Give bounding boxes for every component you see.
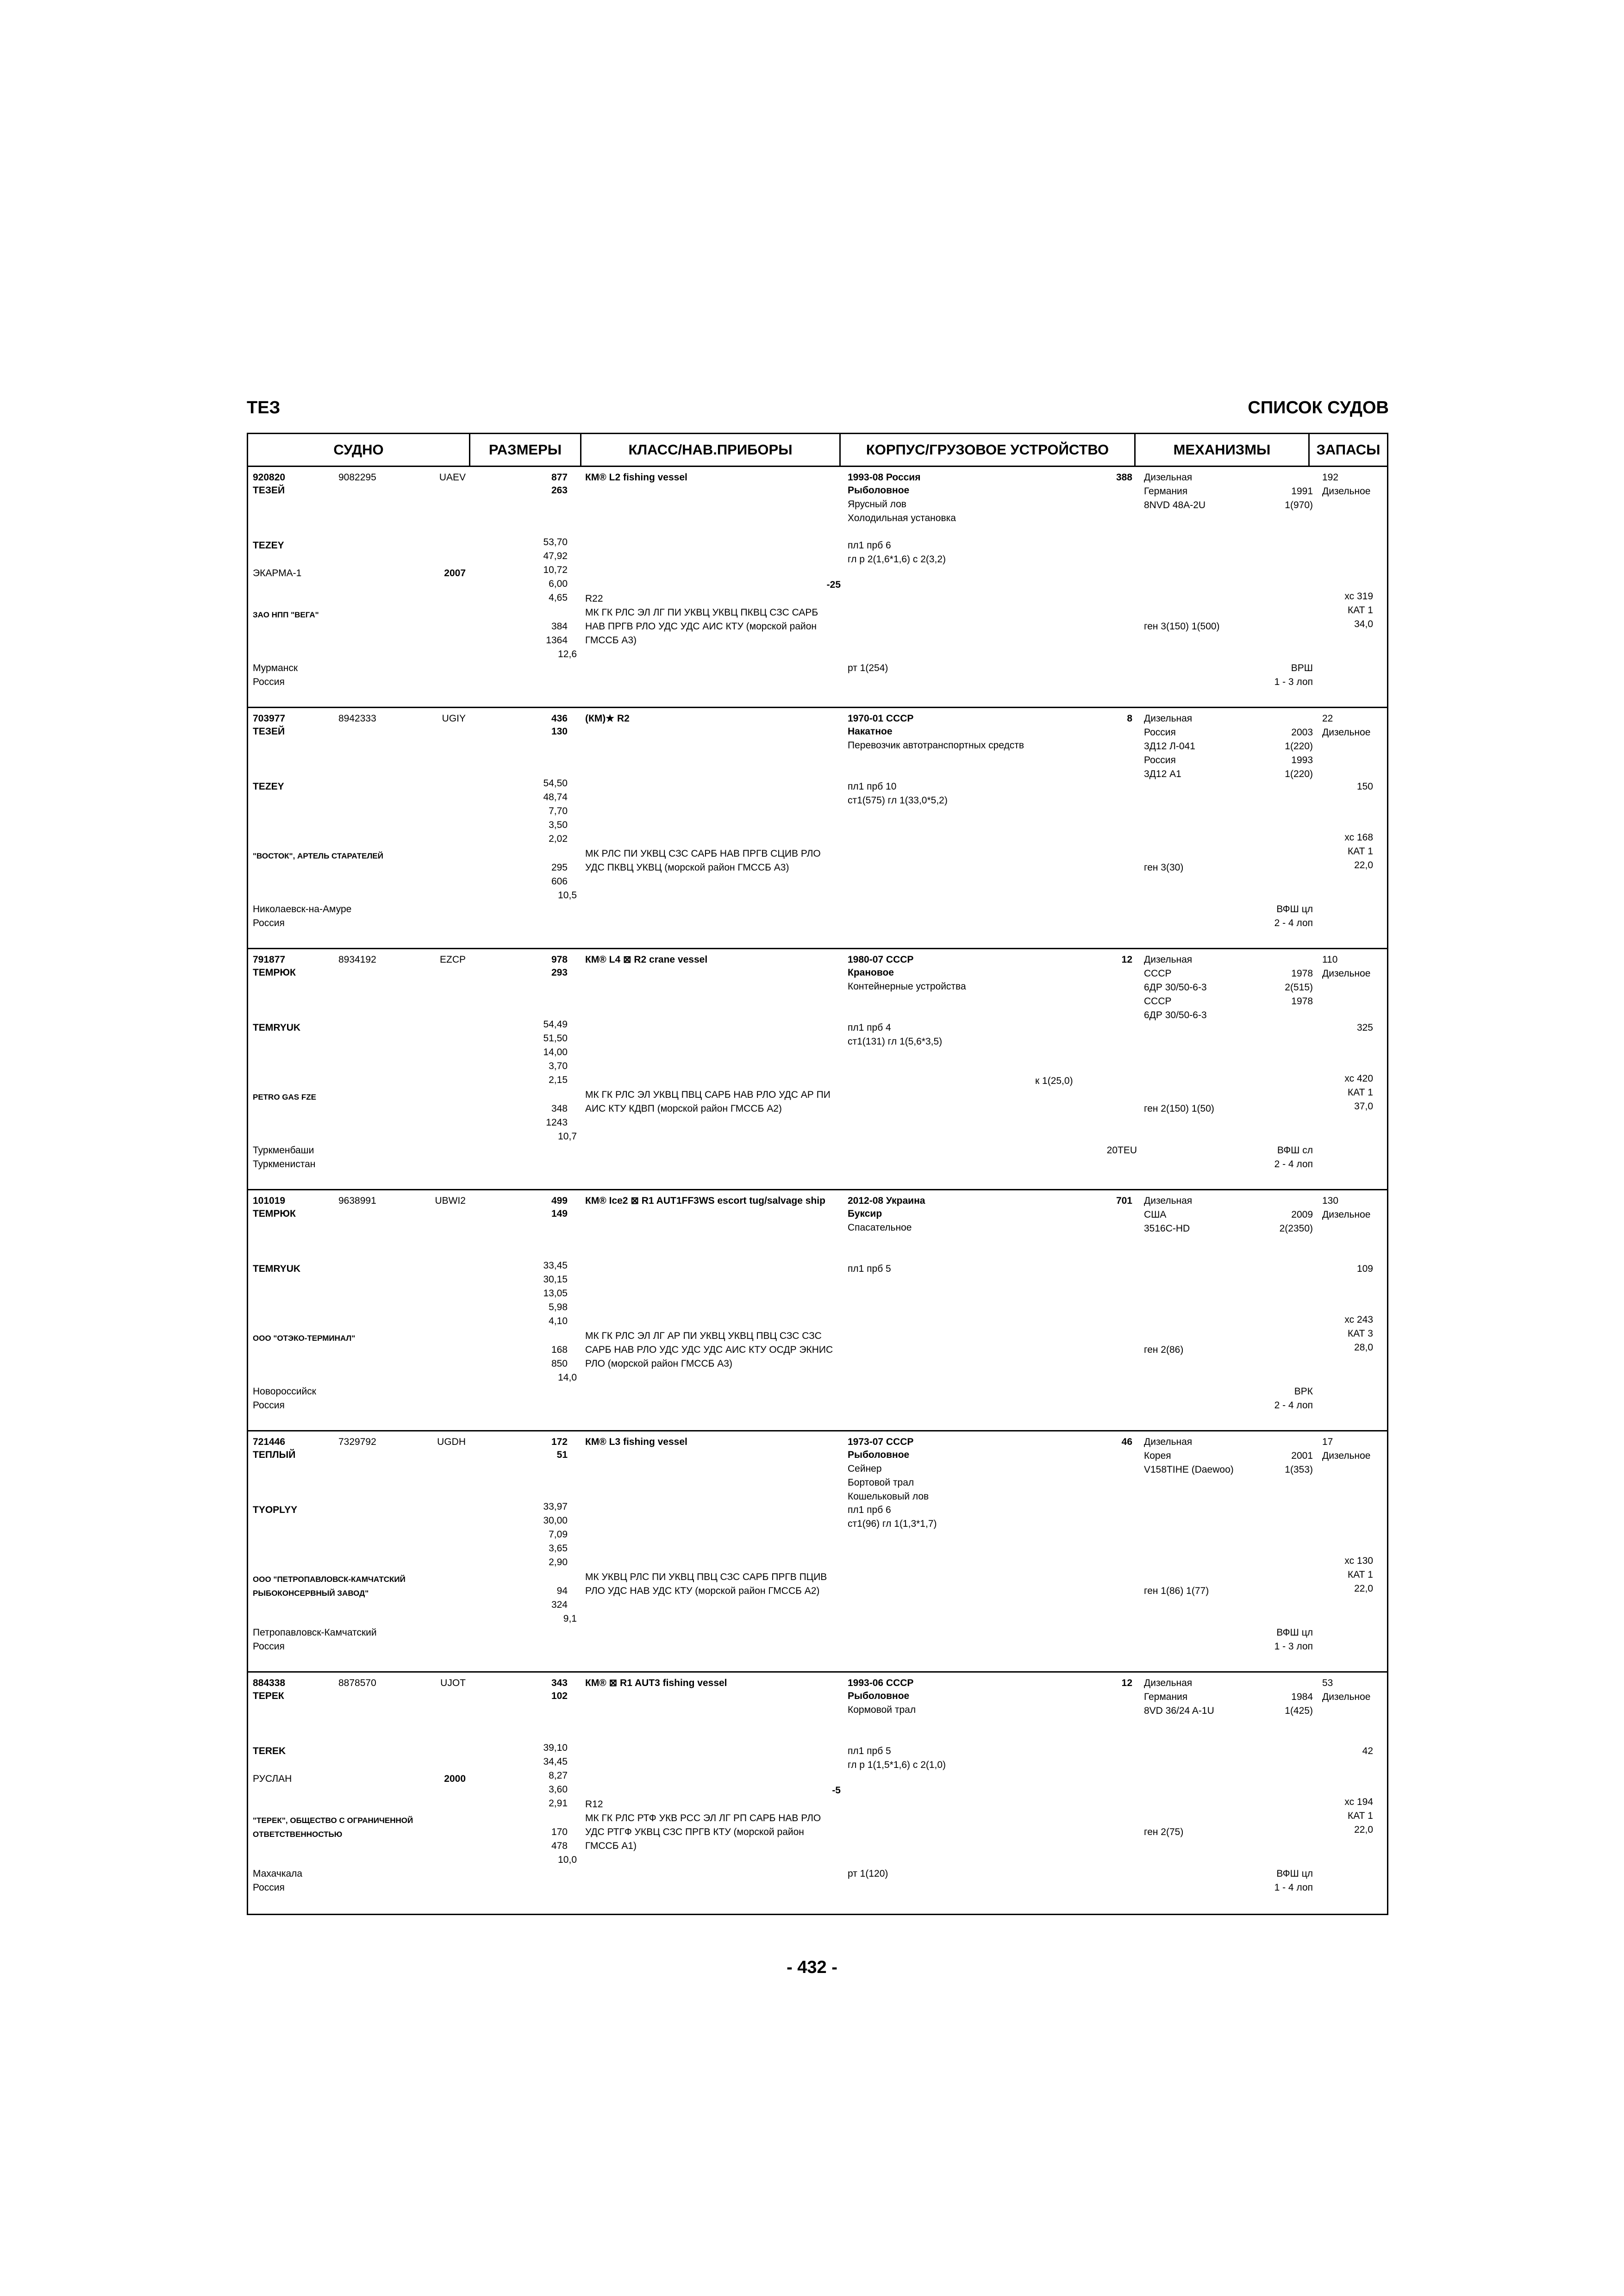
hull-number: 12 — [1121, 1678, 1132, 1688]
owner: PETRO GAS FZE — [253, 1093, 316, 1101]
owner: ООО "ПЕТРОПАВЛОВСК-КАМЧАТСКИЙ РЫБОКОНСЕРВНЫЙ ЗАВОД" — [253, 1575, 406, 1598]
dimension-value: 3,70 — [549, 1061, 568, 1071]
gross-tonnage: 978 — [551, 954, 568, 965]
dimension-value: 2,02 — [549, 834, 568, 844]
vessel-name: ТЕЗЕЙ — [253, 485, 285, 496]
hull-type-line: Накатное — [848, 726, 893, 737]
stock-line: Дизельное — [1322, 727, 1371, 738]
hull-number: 12 — [1121, 954, 1132, 965]
engine-line: Дизельная — [1144, 713, 1193, 724]
hull-number: 701 — [1116, 1195, 1132, 1206]
engine-line: Корея — [1144, 1450, 1171, 1461]
hull-type-line: Холодильная установка — [848, 513, 956, 523]
hull-equipment: пл1 прб 4 — [848, 1022, 891, 1033]
stock-line: 17 — [1322, 1437, 1333, 1447]
stock-line: 130 — [1322, 1195, 1339, 1206]
capacity-value: 384 — [551, 621, 568, 632]
hull-build-info: 1973-07 СССР — [848, 1437, 914, 1447]
stock-lower-line: КАТ 1 — [1348, 1569, 1373, 1580]
capacity-value: 10,5 — [558, 890, 577, 901]
stock-line: Дизельное — [1322, 1209, 1371, 1220]
stock-lower-line: хс 194 — [1344, 1797, 1373, 1807]
propeller-type: ВФШ цл — [1276, 1868, 1313, 1879]
imo-number: 8878570 — [338, 1678, 376, 1688]
capacity-value: 168 — [551, 1344, 568, 1355]
propeller-type: ВРК — [1294, 1386, 1313, 1397]
dimension-value: 53,70 — [543, 537, 568, 548]
class-mid-notation: R22 — [585, 593, 603, 604]
page-number: - 432 - — [787, 1958, 837, 1977]
engine-line: 3516C-HD — [1144, 1223, 1190, 1234]
engine-detail: 2(2350) — [1279, 1223, 1313, 1234]
engine-line: Россия — [1144, 727, 1176, 738]
hull-build-info: 1980-07 СССР — [848, 954, 914, 965]
imo-number: 9638991 — [338, 1195, 376, 1206]
dimension-value: 2,15 — [549, 1075, 568, 1085]
column-header-vessel: СУДНО — [248, 434, 470, 466]
dimension-value: 5,98 — [549, 1302, 568, 1313]
hull-type-line: Бортовой трал — [848, 1477, 914, 1488]
capacity-value: 324 — [551, 1599, 568, 1610]
dimension-value: 8,27 — [549, 1770, 568, 1781]
engine-detail: 1991 — [1291, 486, 1313, 497]
dimension-value: 48,74 — [543, 792, 568, 803]
dimension-value: 14,00 — [543, 1047, 568, 1058]
net-tonnage: 149 — [551, 1208, 568, 1219]
propeller-blades: 1 - 4 лоп — [1274, 1882, 1313, 1893]
hull-number: 46 — [1121, 1437, 1132, 1447]
capacity-value: 10,0 — [558, 1854, 577, 1865]
propeller-type: ВРШ — [1291, 663, 1313, 673]
hull-number: 388 — [1116, 472, 1132, 483]
flag-country: Россия — [253, 677, 285, 687]
dimension-value: 3,50 — [549, 820, 568, 830]
stock-line: 53 — [1322, 1678, 1333, 1688]
engine-line: СССР — [1144, 996, 1172, 1007]
nav-equipment: МК ГК РЛС РТФ УКВ РСС ЭЛ ЛГ РП САРБ НАВ РЛО УДС РТГФ УКВЦ СЗС ПРГВ КТУ (морской район ГМССБ А1) — [585, 1813, 821, 1851]
hull-type-line: Спасательное — [848, 1222, 912, 1233]
dimension-value: 33,97 — [543, 1501, 568, 1512]
dimension-value: 2,91 — [549, 1798, 568, 1809]
owner: ЗАО НПП "ВЕГА" — [253, 610, 319, 619]
hull-equipment-detail: гл р 2(1,6*1,6) с 2(3,2) — [848, 554, 946, 565]
engine-line: Дизельная — [1144, 472, 1193, 483]
hull-equipment-detail: ст1(575) гл 1(33,0*5,2) — [848, 795, 948, 806]
hull-equipment: пл1 прб 10 — [848, 781, 897, 792]
dimension-value: 13,05 — [543, 1288, 568, 1299]
owner: "ТЕРЕК", ОБЩЕСТВО С ОГРАНИЧЕННОЙ ОТВЕТСТВЕННОСТЬЮ — [253, 1816, 413, 1839]
vessel-name-latin: TEZEY — [253, 540, 284, 551]
engine-line: 3Д12 А1 — [1144, 769, 1181, 779]
flag-country: Россия — [253, 1641, 285, 1652]
dimension-value: 4,10 — [549, 1316, 568, 1326]
dimension-value: 7,70 — [549, 806, 568, 816]
home-port: Петропавловск-Камчатский — [253, 1627, 377, 1638]
capacity-value: 1243 — [546, 1117, 568, 1128]
vessel-record — [248, 949, 1387, 1190]
capacity-value: 9,1 — [563, 1613, 577, 1624]
stock-line: Дизельное — [1322, 486, 1371, 497]
dimension-value: 10,72 — [543, 565, 568, 575]
call-sign: EZCP — [439, 954, 466, 965]
flag-country: Россия — [253, 1882, 285, 1893]
hull-type-line: Кошельковый лов — [848, 1491, 929, 1502]
ship-registry-table — [247, 433, 1388, 1915]
vessel-record — [248, 708, 1387, 949]
call-sign: UGIY — [442, 713, 466, 724]
class-notation: КМ® Ice2 ⊠ R1 AUT1FF3WS escort tug/salvage ship — [585, 1195, 825, 1206]
imo-number: 9082295 — [338, 472, 376, 483]
container-capacity: 20TEU — [1106, 1145, 1137, 1156]
hull-type-line: Крановое — [848, 967, 894, 978]
vessel-name: ТЕМРЮК — [253, 967, 296, 978]
propeller-blades: 1 - 3 лоп — [1274, 1641, 1313, 1652]
dimension-value: 6,00 — [549, 579, 568, 589]
vessel-name-latin: TYOPLYY — [253, 1505, 298, 1515]
engine-line: 3Д12 Л-041 — [1144, 741, 1195, 752]
vessel-record — [248, 1673, 1387, 1914]
dimension-value: 30,15 — [543, 1274, 568, 1285]
dimension-value: 7,09 — [549, 1529, 568, 1540]
stock-capacity: 150 — [1356, 781, 1373, 792]
stock-lower-line: 22,0 — [1354, 860, 1373, 871]
dimension-value: 2,90 — [549, 1557, 568, 1568]
engine-detail: 2(515) — [1285, 982, 1313, 993]
column-header-class: КЛАСС/НАВ.ПРИБОРЫ — [581, 434, 841, 466]
column-header-hull: КОРПУС/ГРУЗОВОЕ УСТРОЙСТВО — [841, 434, 1136, 466]
hull-type-line: Сейнер — [848, 1463, 882, 1474]
engine-line: Дизельная — [1144, 1678, 1193, 1688]
gross-tonnage: 343 — [551, 1678, 568, 1688]
capacity-value: 478 — [551, 1841, 568, 1851]
nav-equipment: МК ГК РЛС ЭЛ ЛГ ПИ УКВЦ УКВЦ ПКВЦ СЗС САРБ НАВ ПРГВ РЛО УДС УДС АИС КТУ (морской район ГМССБ А3) — [585, 607, 818, 646]
owner: "ВОСТОК", АРТЕЛЬ СТАРАТЕЛЕЙ — [253, 852, 383, 860]
engine-detail: 1(220) — [1285, 769, 1313, 779]
vessel-record — [248, 467, 1387, 708]
hull-number: 8 — [1127, 713, 1132, 724]
stock-lower-line: КАТ 1 — [1348, 605, 1373, 616]
engine-line: Россия — [1144, 755, 1176, 765]
engine-line: СССР — [1144, 968, 1172, 979]
call-sign: UBWI2 — [435, 1195, 466, 1206]
capacity-value: 12,6 — [558, 649, 577, 660]
vessel-name-latin: TEZEY — [253, 781, 284, 792]
vessel-record — [248, 1190, 1387, 1431]
dimension-value: 33,45 — [543, 1260, 568, 1271]
class-notation: КМ® ⊠ R1 AUT3 fishing vessel — [585, 1678, 727, 1688]
table-header — [248, 434, 1387, 467]
registry-number: 884338 — [253, 1678, 286, 1688]
vessel-name: ТЕЗЕЙ — [253, 726, 285, 737]
engine-detail: 1978 — [1291, 968, 1313, 979]
stock-line: 192 — [1322, 472, 1339, 483]
capacity-value: 1364 — [546, 635, 568, 646]
home-port: Туркменбаши — [253, 1145, 314, 1156]
vessel-name-latin: TEREK — [253, 1746, 286, 1756]
former-name-year: 2000 — [444, 1773, 466, 1784]
owner: ООО "ОТЭКО-ТЕРМИНАЛ" — [253, 1334, 356, 1343]
propeller-blades: 2 - 4 лоп — [1274, 918, 1313, 928]
flag-country: Россия — [253, 1400, 285, 1411]
dimension-value: 34,45 — [543, 1756, 568, 1767]
imo-number: 7329792 — [338, 1437, 376, 1447]
class-notation: КМ® L4 ⊠ R2 crane vessel — [585, 954, 708, 965]
capacity-value: 170 — [551, 1827, 568, 1837]
dimension-value: 47,92 — [543, 551, 568, 561]
engine-line: V158TIHE (Daewoo) — [1144, 1464, 1234, 1475]
dimension-value: 51,50 — [543, 1033, 568, 1044]
imo-number: 8942333 — [338, 713, 376, 724]
hull-type-line: Рыболовное — [848, 485, 910, 496]
dimension-value: 4,65 — [549, 592, 568, 603]
hull-type-line: Контейнерные устройства — [848, 981, 966, 992]
nav-equipment: МК УКВЦ РЛС ПИ УКВЦ ПВЦ СЗС САРБ ПРГВ ПЦИВ РЛО УДС НАВ УДС КТУ (морской район ГМССБ А2) — [585, 1572, 827, 1596]
gross-tonnage: 436 — [551, 713, 568, 724]
net-tonnage: 263 — [551, 485, 568, 496]
registry-number: 101019 — [253, 1195, 286, 1206]
hull-type-line: Кормовой трал — [848, 1705, 916, 1715]
stock-lower-line: 22,0 — [1354, 1824, 1373, 1835]
class-reg-offset: -25 — [826, 579, 841, 590]
vessel-name-latin: TEMRYUK — [253, 1022, 301, 1033]
column-header-machinery: МЕХАНИЗМЫ — [1136, 434, 1310, 466]
propeller-blades: 1 - 3 лоп — [1274, 677, 1313, 687]
hull-type-line: Рыболовное — [848, 1691, 910, 1701]
class-mid-notation: R12 — [585, 1799, 603, 1810]
dimension-value: 54,49 — [543, 1019, 568, 1030]
page-header-right: СПИСОК СУДОВ — [1248, 398, 1389, 417]
engine-line: Германия — [1144, 486, 1188, 497]
vessel-name: ТЕРЕК — [253, 1691, 284, 1701]
gross-tonnage: 499 — [551, 1195, 568, 1206]
hull-type-line: Рыболовное — [848, 1450, 910, 1460]
class-notation: (КМ)★ R2 — [585, 713, 630, 724]
hull-type-line: Перевозчик автотранспортных средств — [848, 740, 1024, 751]
generator-info: ген 2(150) 1(50) — [1144, 1103, 1214, 1114]
engine-line: 6ДР 30/50-6-3 — [1144, 1010, 1207, 1020]
dimension-value: 3,65 — [549, 1543, 568, 1554]
generator-info: ген 1(86) 1(77) — [1144, 1586, 1209, 1596]
engine-line: 8VD 36/24 A-1U — [1144, 1705, 1214, 1716]
stock-line: 110 — [1322, 954, 1338, 965]
engine-detail: 2001 — [1291, 1450, 1313, 1461]
hull-type-line: Буксир — [848, 1208, 882, 1219]
class-reg-offset: -5 — [832, 1785, 841, 1796]
stock-lower-line: хс 420 — [1344, 1073, 1373, 1084]
net-tonnage: 102 — [551, 1691, 568, 1701]
stock-line: Дизельное — [1322, 1692, 1371, 1702]
generator-info: ген 3(150) 1(500) — [1144, 621, 1220, 632]
registry-number: 721446 — [253, 1437, 286, 1447]
engine-line: 8NVD 48A-2U — [1144, 500, 1206, 510]
hull-equipment-detail: гл р 1(1,5*1,6) с 2(1,0) — [848, 1760, 946, 1770]
hull-bottom-equipment: рт 1(120) — [848, 1868, 888, 1879]
propeller-type: ВФШ цл — [1276, 1627, 1313, 1638]
class-notation: КМ® L3 fishing vessel — [585, 1437, 687, 1447]
stock-line: Дизельное — [1322, 968, 1371, 979]
engine-detail: 1(353) — [1285, 1464, 1313, 1475]
gross-tonnage: 877 — [551, 472, 568, 483]
home-port: Мурманск — [253, 663, 298, 673]
records-body — [248, 467, 1387, 1914]
stock-capacity: 325 — [1356, 1022, 1373, 1033]
engine-line: Германия — [1144, 1692, 1188, 1702]
dimension-value: 39,10 — [543, 1742, 568, 1753]
hull-build-info: 2012-08 Украина — [848, 1195, 925, 1206]
imo-number: 8934192 — [338, 954, 376, 965]
stock-lower-line: хс 130 — [1344, 1556, 1373, 1566]
nav-equipment: МК ГК РЛС ЭЛ ЛГ АР ПИ УКВЦ УКВЦ ПВЦ СЗС СЗС САРБ НАВ РЛО УДС УДС УДС АИС КТУ ОСДР ЭКНИС РЛО (морской район ГМССБ А3) — [585, 1331, 833, 1369]
hull-equipment-detail: ст1(96) гл 1(1,3*1,7) — [848, 1518, 937, 1529]
registry-number: 791877 — [253, 954, 286, 965]
engine-detail: 2003 — [1291, 727, 1313, 738]
dimension-value: 54,50 — [543, 778, 568, 789]
capacity-value: 14,0 — [558, 1372, 577, 1383]
hull-build-info: 1993-08 Россия — [848, 472, 921, 483]
hull-equipment: пл1 прб 6 — [848, 540, 891, 551]
page-header-left: ТЕЗ — [247, 398, 281, 417]
former-name: РУСЛАН — [253, 1773, 292, 1784]
engine-detail: 1(970) — [1285, 500, 1313, 510]
vessel-name: ТЕПЛЫЙ — [253, 1450, 296, 1460]
capacity-value: 94 — [556, 1586, 568, 1596]
home-port: Новороссийск — [253, 1386, 316, 1397]
stock-line: Дизельное — [1322, 1450, 1371, 1461]
stock-lower-line: 34,0 — [1354, 619, 1373, 629]
flag-country: Россия — [253, 918, 285, 928]
engine-detail: 1984 — [1291, 1692, 1313, 1702]
capacity-value: 606 — [551, 876, 568, 887]
hull-equipment: пл1 прб 5 — [848, 1263, 891, 1274]
generator-info: ген 2(86) — [1144, 1344, 1184, 1355]
stock-lower-line: хс 319 — [1344, 591, 1373, 602]
class-notation: КМ® L2 fishing vessel — [585, 472, 687, 483]
flag-country: Туркменистан — [253, 1159, 316, 1170]
registry-number: 920820 — [253, 472, 286, 483]
vessel-name-latin: TEMRYUK — [253, 1263, 301, 1274]
nav-equipment: МК РЛС ПИ УКВЦ СЗС САРБ НАВ ПРГВ СЦИВ РЛО УДС ПКВЦ УКВЦ (морской район ГМССБ А3) — [585, 848, 821, 873]
hull-equipment: пл1 прб 6 — [848, 1505, 891, 1515]
vessel-name: ТЕМРЮК — [253, 1208, 296, 1219]
call-sign: UAEV — [439, 472, 466, 483]
former-name-year: 2007 — [444, 568, 466, 579]
vessel-record — [248, 1431, 1387, 1673]
nav-equipment: МК ГК РЛС ЭЛ УКВЦ ПВЦ САРБ НАВ РЛО УДС АР ПИ АИС КТУ КДВП (морской район ГМССБ А2) — [585, 1089, 831, 1114]
registry-number: 703977 — [253, 713, 286, 724]
hull-bottom-equipment: рт 1(254) — [848, 663, 888, 673]
engine-line: США — [1144, 1209, 1167, 1220]
stock-capacity: 109 — [1356, 1263, 1373, 1274]
engine-line: Дизельная — [1144, 1437, 1193, 1447]
stock-lower-line: 28,0 — [1354, 1342, 1373, 1353]
hull-crane: к 1(25,0) — [1035, 1076, 1073, 1086]
dimension-value: 3,60 — [549, 1784, 568, 1795]
stock-line: 22 — [1322, 713, 1333, 724]
engine-detail: 2009 — [1291, 1209, 1313, 1220]
capacity-value: 10,7 — [558, 1131, 577, 1142]
home-port: Махачкала — [253, 1868, 303, 1879]
hull-type-line: Ярусный лов — [848, 499, 906, 510]
generator-info: ген 3(30) — [1144, 862, 1184, 873]
net-tonnage: 130 — [551, 726, 568, 737]
engine-detail: 1993 — [1291, 755, 1313, 765]
home-port: Николаевск-на-Амуре — [253, 904, 352, 915]
hull-build-info: 1993-06 СССР — [848, 1678, 914, 1688]
stock-lower-line: 37,0 — [1354, 1101, 1373, 1112]
propeller-blades: 2 - 4 лоп — [1274, 1400, 1313, 1411]
gross-tonnage: 172 — [551, 1437, 568, 1447]
capacity-value: 850 — [551, 1358, 568, 1369]
stock-lower-line: КАТ 3 — [1348, 1328, 1373, 1339]
stock-lower-line: хс 168 — [1344, 832, 1373, 843]
capacity-value: 295 — [551, 862, 568, 873]
engine-detail: 1978 — [1291, 996, 1313, 1007]
call-sign: UGDH — [437, 1437, 466, 1447]
stock-lower-line: КАТ 1 — [1348, 1811, 1373, 1821]
propeller-blades: 2 - 4 лоп — [1274, 1159, 1313, 1170]
call-sign: UJOT — [440, 1678, 466, 1688]
engine-detail: 1(220) — [1285, 741, 1313, 752]
engine-line: Дизельная — [1144, 954, 1193, 965]
column-header-stocks: ЗАПАСЫ — [1316, 442, 1380, 458]
stock-lower-line: 22,0 — [1354, 1583, 1373, 1594]
generator-info: ген 2(75) — [1144, 1827, 1184, 1837]
former-name: ЭКАРМА-1 — [253, 568, 302, 579]
capacity-value: 348 — [551, 1103, 568, 1114]
hull-equipment-detail: ст1(131) гл 1(5,6*3,5) — [848, 1036, 943, 1047]
engine-line: 6ДР 30/50-6-3 — [1144, 982, 1207, 993]
engine-line: Дизельная — [1144, 1195, 1193, 1206]
stock-lower-line: хс 243 — [1344, 1314, 1373, 1325]
engine-detail: 1(425) — [1285, 1705, 1313, 1716]
hull-equipment: пл1 прб 5 — [848, 1746, 891, 1756]
column-header-dimensions: РАЗМЕРЫ — [470, 434, 581, 466]
net-tonnage: 293 — [551, 967, 568, 978]
net-tonnage: 51 — [556, 1450, 568, 1460]
propeller-type: ВФШ сл — [1277, 1145, 1313, 1156]
stock-capacity: 42 — [1362, 1746, 1373, 1756]
propeller-type: ВФШ цл — [1276, 904, 1313, 915]
dimension-value: 30,00 — [543, 1515, 568, 1526]
stock-lower-line: КАТ 1 — [1348, 846, 1373, 857]
stock-lower-line: КАТ 1 — [1348, 1087, 1373, 1098]
hull-build-info: 1970-01 СССР — [848, 713, 914, 724]
